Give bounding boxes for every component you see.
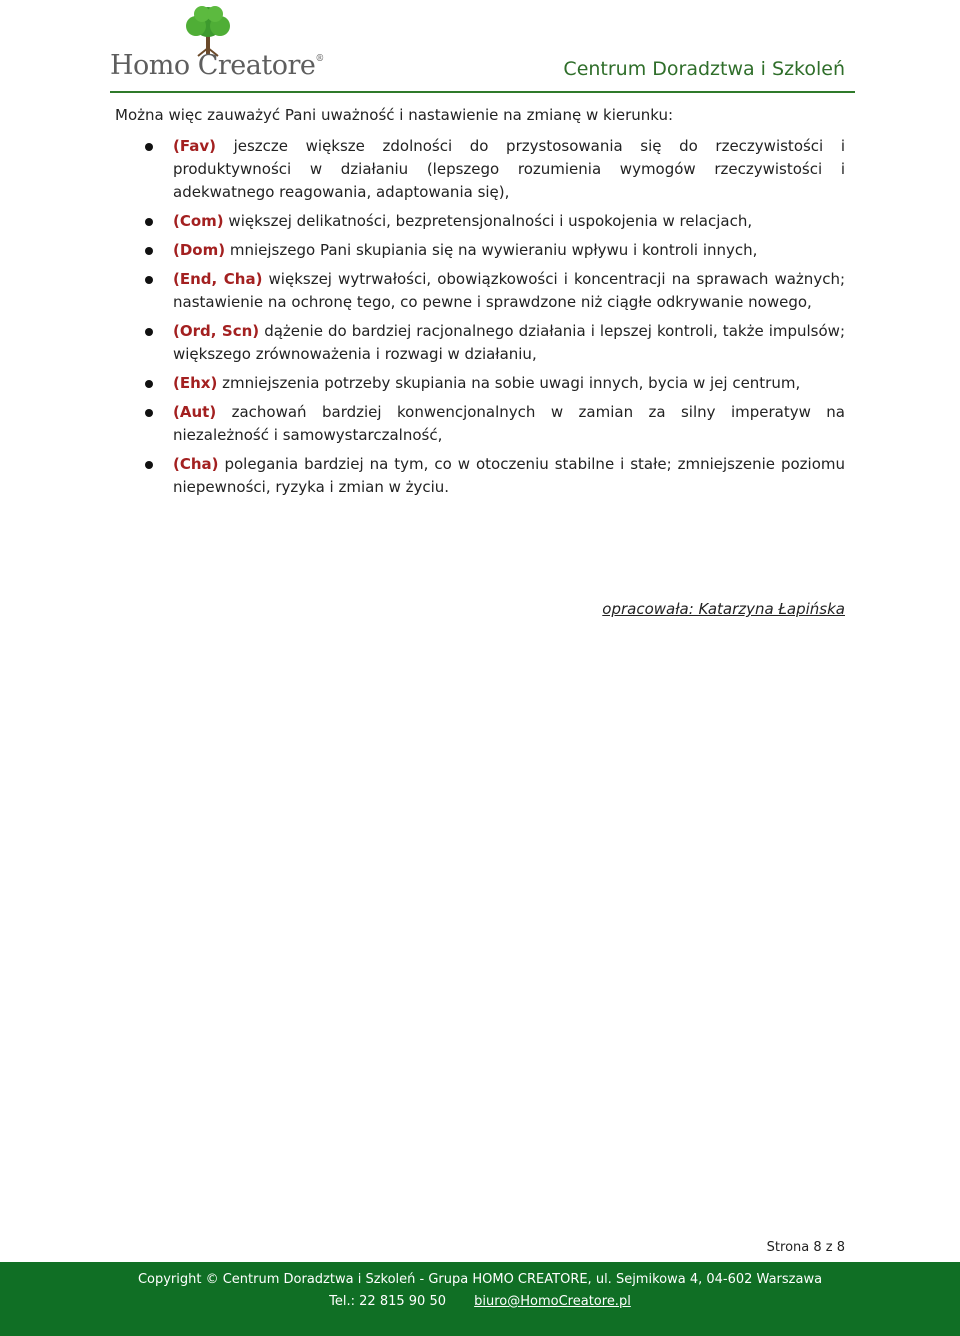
- trait-text: większej delikatności, bezpretensjonalności i uspokojenia w relacjach,: [223, 212, 753, 230]
- list-item: [115, 268, 845, 314]
- trait-code: (Com): [173, 212, 224, 230]
- brand-logo-text: Homo Creatore®: [110, 50, 324, 81]
- bullet-icon: [145, 276, 153, 284]
- trait-list: [115, 135, 845, 499]
- trait-text: jeszcze większe zdolności do przystosowania się do rzeczywistości i produktywności w działaniu (lepszego rozumienia wymogów rzeczywistości i adekwatnego reagowania, adaptowania się),: [173, 137, 845, 201]
- intro-paragraph: Można więc zauważyć Pani uważność i nastawienie na zmianę w kierunku:: [115, 106, 674, 124]
- footer-email-link[interactable]: biuro@HomoCreatore.pl: [474, 1294, 631, 1309]
- bullet-icon: [145, 218, 153, 226]
- header-divider: [110, 91, 855, 93]
- trait-text: większej wytrwałości, obowiązkowości i koncentracji na sprawach ważnych; nastawienie na ochronę tego, co pewne i sprawdzone niż ciągłe odkrywanie nowego,: [173, 270, 845, 311]
- trait-text: polegania bardziej na tym, co w otoczeniu stabilne i stałe; zmniejszenie poziomu niepewności, ryzyka i zmian w życiu.: [173, 455, 845, 496]
- page-footer: [0, 1262, 960, 1336]
- page-number: Strona 8 z 8: [766, 1240, 845, 1255]
- bullet-icon: [145, 380, 153, 388]
- page-header: [0, 0, 960, 100]
- bullet-icon: [145, 247, 153, 255]
- trait-code: (Fav): [173, 137, 216, 155]
- trait-text: dążenie do bardziej racjonalnego działania i lepszej kontroli, także impulsów; większego zrównoważenia i rozwagi w działaniu,: [173, 322, 845, 363]
- document-body: [115, 104, 845, 505]
- list-item: [115, 453, 845, 499]
- trait-code: (Aut): [173, 403, 217, 421]
- trait-text: zachowań bardziej konwencjonalnych w zamian za silny imperatyw na niezależność i samowystarczalność,: [173, 403, 845, 444]
- footer-copyright: Copyright © Centrum Doradztwa i Szkoleń - Grupa HOMO CREATORE, ul. Sejmikowa 4, 04-602 Warszawa: [137, 1272, 823, 1287]
- trait-text: zmniejszenia potrzeby skupiania na sobie uwagi innych, bycia w jej centrum,: [217, 374, 801, 392]
- trait-code: (Ehx): [173, 374, 218, 392]
- list-item: [115, 239, 845, 262]
- bullet-icon: [145, 409, 153, 417]
- trait-code: (Cha): [173, 455, 219, 473]
- trait-code: (Dom): [173, 241, 226, 259]
- header-title: Centrum Doradztwa i Szkoleń: [563, 58, 845, 80]
- footer-contact: [0, 1294, 960, 1309]
- bullet-icon: [145, 328, 153, 336]
- footer-phone: Tel.: 22 815 90 50: [329, 1294, 446, 1309]
- list-item: [115, 320, 845, 366]
- bullet-icon: [145, 461, 153, 469]
- trait-text: mniejszego Pani skupiania się na wywieraniu wpływu i kontroli innych,: [225, 241, 758, 259]
- list-item: [115, 401, 845, 447]
- list-item: [115, 210, 845, 233]
- trait-code: (End, Cha): [173, 270, 263, 288]
- list-item: [115, 135, 845, 204]
- list-item: [115, 372, 845, 395]
- author-signature: opracowała: Katarzyna Łapińska: [602, 600, 845, 618]
- bullet-icon: [145, 143, 153, 151]
- trait-code: (Ord, Scn): [173, 322, 260, 340]
